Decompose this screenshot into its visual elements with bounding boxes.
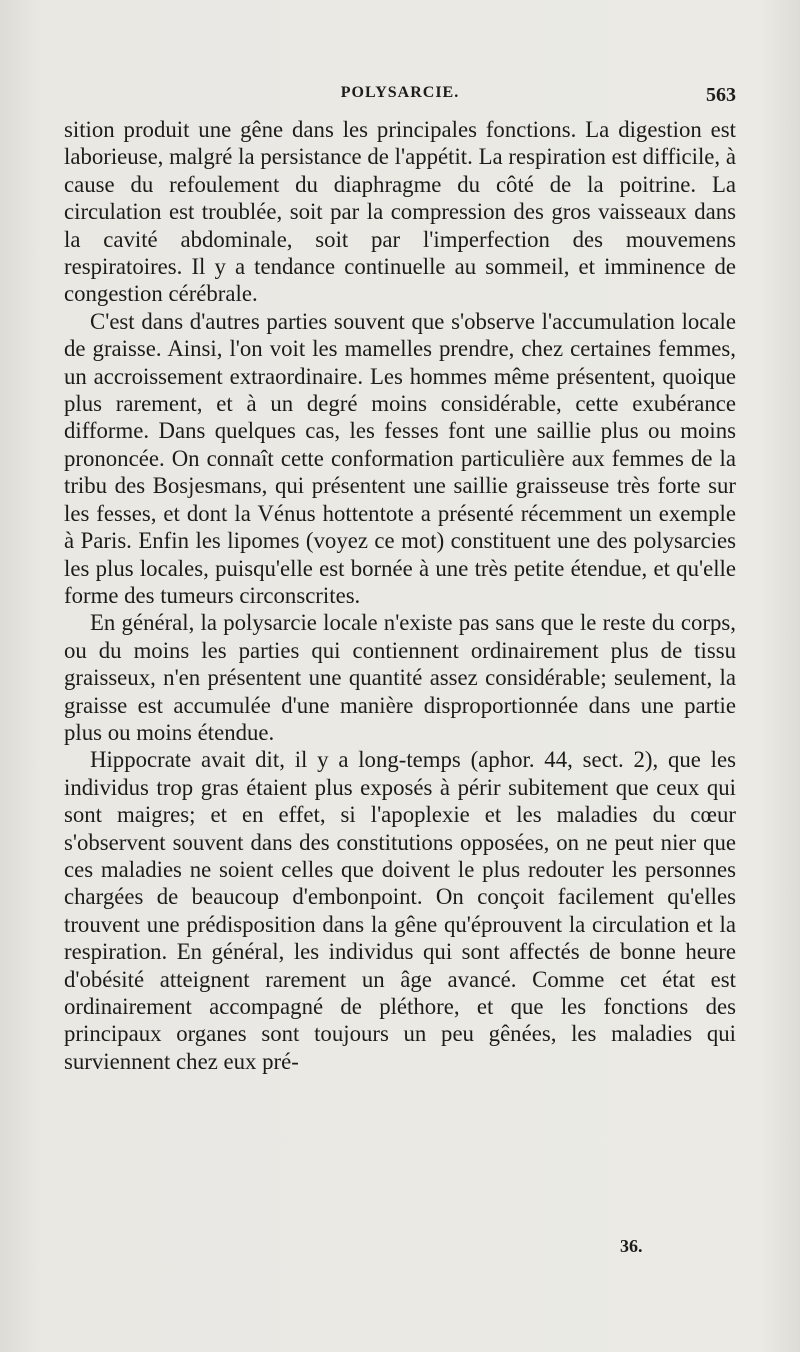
paragraph-1: sition produit une gêne dans les principales fonctions. La digestion est laborieuse, malgré la persistance de l'appétit. La respiration est difficile, à cause du refoulement du diaphragme du côté de la poitrine. La circulation est troublée, soit par la compression des gros vaisseaux dans la cavité abdominale, soit par l'imperfection des mouvemens respiratoires. Il y a tendance continuelle au sommeil, et imminence de congestion cérébrale. (64, 117, 736, 307)
paragraph-3: En général, la polysarcie locale n'existe pas sans que le reste du corps, ou du moins les parties qui contiennent ordinairement plus de tissu graisseux, n'en présentent une quantité assez considérable; seulement, la graisse est accumulée d'une manière disproportionnée dans une partie plus ou moins étendue. (64, 610, 736, 745)
page-header (64, 84, 736, 112)
running-title: POLYSARCIE. (340, 84, 460, 101)
paragraph-2: C'est dans d'autres parties souvent que s'observe l'accumulation locale de graisse. Ainsi, l'on voit les mamelles prendre, chez certaines femmes, un accroissement extraordinaire. Les hommes même présentent, quoique plus rarement, et à un degré moins considérable, cette exubérance difforme. Dans quelques cas, les fesses font une saillie plus ou moins prononcée. On connaît cette conformation particulière aux femmes de la tribu des Bosjesmans, qui présentent une saillie graisseuse très forte sur les fesses, et dont la Vénus hottentote a présenté récemment un exemple à Paris. Enfin les lipomes (voyez ce mot) constituent une des polysarcies les plus locales, puisqu'elle est bornée à une très petite étendue, et qu'elle forme des tumeurs circonscrites. (64, 308, 736, 608)
page-number: 563 (706, 84, 736, 106)
paragraph-4: Hippocrate avait dit, il y a long-temps (aphor. 44, sect. 2), que les individus trop gras étaient plus exposés à périr subitement que ceux qui sont maigres; et en effet, si l'apoplexie et les maladies du cœur s'observent souvent dans des constitutions opposées, on ne peut nier que ces maladies ne soient celles que doivent le plus redouter les personnes chargées de beaucoup d'embonpoint. On conçoit facilement qu'elles trouvent une prédisposition dans la gêne qu'éprouvent la circulation et la respiration. En général, les individus qui sont affectés de bonne heure d'obésité atteignent rarement un âge avancé. Comme cet état est ordinairement accompagné de pléthore, et que les fonctions des principaux organes sont toujours un peu gênées, les maladies qui surviennent chez eux pré- (64, 747, 736, 1074)
page-body (64, 116, 736, 1075)
signature-mark: 36. (620, 1236, 643, 1256)
